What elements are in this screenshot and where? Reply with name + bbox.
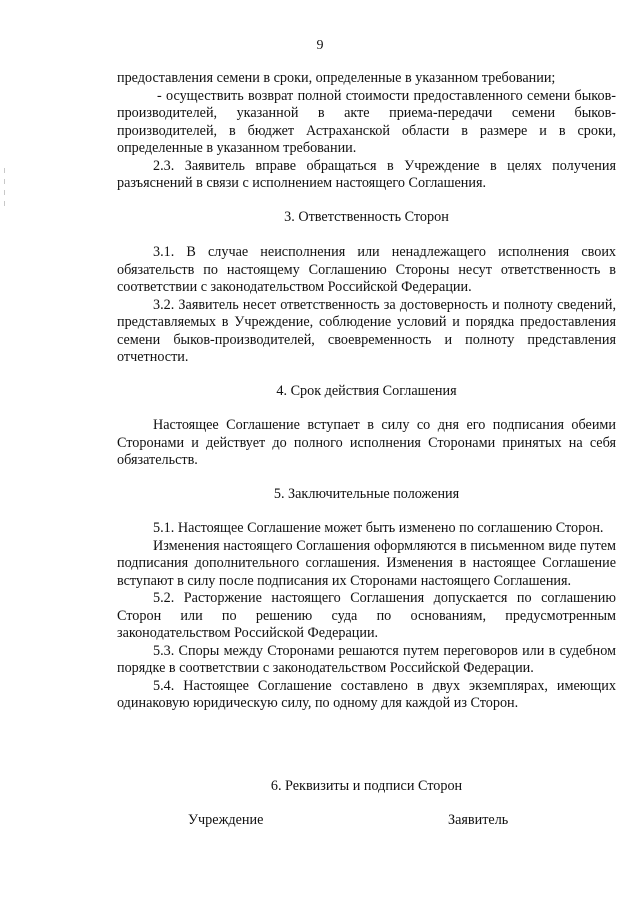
section-4-body: [117, 417, 616, 470]
intro-dash-item: - осуществить возврат полной стоимости предоставленного семени быков-производителей, указанной в акте приема-передачи семени быков-производителей, в бюджет Астраханской области в размере и в сроки, определенные в указанном требовании.: [117, 87, 616, 156]
paragraph-3-1: 3.1. В случае неисполнения или ненадлежащего исполнения своих обязательств по настоящему Соглашению Стороны несут ответственность в соответствии с законодательством Российской Федерации.: [117, 244, 616, 295]
margin-marks: [4, 168, 6, 208]
paragraph-5-1-changes: Изменения настоящего Соглашения оформляются в письменном виде путем подписания дополнительного соглашения. Изменения в настоящее Соглашение вступают в силу после подписания их Сторонами настоящего Соглашения.: [117, 537, 616, 589]
paragraph-5-2: 5.2. Расторжение настоящего Соглашения допускается по соглашению Сторон или по решению суда по основаниям, предусмотренным законодательством Российской Федерации.: [117, 590, 616, 641]
paragraph-5-3: 5.3. Споры между Сторонами решаются путем переговоров или в судебном порядке в соответствии с законодательством Российской Федерации.: [117, 642, 616, 676]
page-number: 9: [316, 38, 324, 53]
section-6-title: 6. Реквизиты и подписи Сторон: [270, 778, 463, 794]
intro-block: [117, 70, 616, 193]
intro-line: предоставления семени в сроки, определенные в указанном требовании;: [117, 70, 556, 86]
signature-party-applicant: Заявитель: [448, 812, 509, 828]
paragraph-4: Настоящее Соглашение вступает в силу со дня его подписания обеими Сторонами и действует до полного исполнения Сторонами принятых на себя обязательств.: [117, 417, 616, 468]
paragraph-3-2: 3.2. Заявитель несет ответственность за достоверность и полноту сведений, представляемых в Учреждение, соблюдение условий и порядка предоставления семени быков-производителей, своевременность и полноту представления отчетности.: [117, 296, 616, 365]
paragraph-5-1: 5.1. Настоящее Соглашение может быть изменено по соглашению Сторон.: [153, 520, 604, 536]
section-3-title: 3. Ответственность Сторон: [284, 209, 449, 225]
section-4-title: 4. Срок действия Соглашения: [276, 383, 457, 399]
paragraph-5-4: 5.4. Настоящее Соглашение составлено в двух экземплярах, имеющих одинаковую юридическую силу, по одному для каждой из Сторон.: [117, 677, 616, 711]
section-3-body: [117, 244, 616, 367]
signature-party-institution: Учреждение: [188, 812, 264, 828]
paragraph-2-3: 2.3. Заявитель вправе обращаться в Учреждение в целях получения разъяснений в связи с исполнением настоящего Соглашения.: [117, 157, 616, 191]
section-5-title: 5. Заключительные положения: [273, 486, 460, 502]
section-5-body: [117, 520, 616, 713]
